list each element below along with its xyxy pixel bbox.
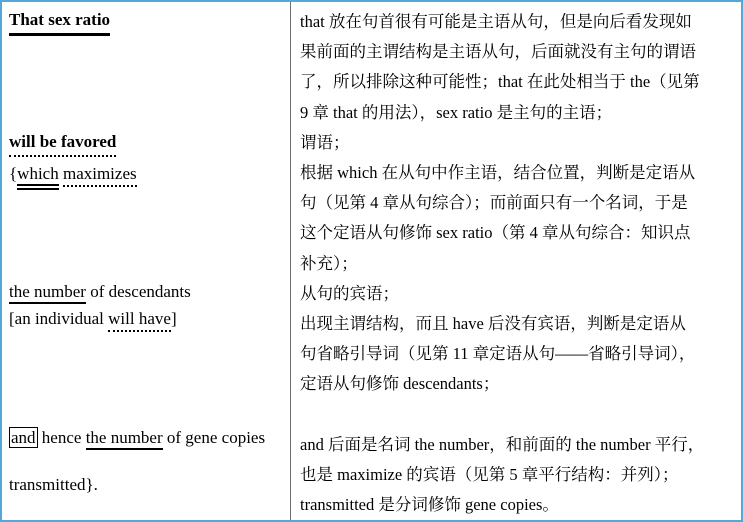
analysis-line-blank [300, 399, 735, 429]
sentence-fragment-subject [9, 9, 110, 31]
fragment-text: the number [86, 428, 163, 450]
analysis-line-10: 从句的宾语； [300, 283, 399, 303]
analysis-line-8: 这个定语从句修饰 sex ratio（第 4 章从句综合：知识点 [300, 223, 691, 243]
analysis-line-6: 根据 which 在从句中作主语，结合位置，判断是定语从 [300, 162, 696, 182]
analysis-line-16: transmitted 是分词修饰 gene copies。 [300, 495, 559, 514]
analysis-line-1: that 放在句首很有可能是主语从句，但是向后看发现如 [300, 12, 692, 31]
analysis-line-7: 句（见第 4 章从句综合）；而前面只有一个名词，于是 [300, 193, 688, 213]
fragment-text: maximizes [63, 164, 137, 187]
fragment-text: ] [170, 309, 177, 328]
sentence-fragment-predicate [9, 131, 116, 153]
analysis-line-13: 定语从句修饰 descendants； [300, 374, 500, 394]
analysis-line-9: 补充）； [300, 253, 358, 273]
analysis-line-4: 9 章 that 的用法），sex ratio 是主句的主语； [300, 102, 613, 122]
fragment-text: { [9, 164, 18, 183]
sentence-fragment-reduced-clause [9, 308, 177, 330]
fragment-text: hence [37, 428, 86, 447]
analysis-line-14: and 后面是名词 the number，和前面的 the number 平行， [300, 434, 705, 454]
sentence-fragment-object-descendants [9, 281, 191, 303]
analysis-line-5: 谓语； [300, 132, 350, 152]
fragment-text: will be favored [9, 132, 116, 157]
sentence-fragment-object-gene-copies [9, 427, 265, 449]
fragment-text: of descendants [85, 282, 191, 301]
fragment-text: transmitted}. [9, 475, 98, 494]
analysis-line-12: 句省略引导词（见第 11 章定语从句——省略引导词）， [300, 344, 696, 364]
fragment-text: That sex ratio [9, 10, 110, 36]
sentence-column [2, 2, 290, 520]
analysis-line-11: 出现主谓结构，而且 have 后没有宾语，判断是定语从 [300, 313, 686, 333]
analysis-column [290, 2, 741, 520]
sentence-fragment-which-clause [9, 163, 137, 185]
fragment-text: of gene copies [162, 428, 266, 447]
fragment-text: [an individual [9, 309, 109, 328]
sentence-fragment-transmitted [9, 474, 98, 496]
analysis-line-2: 果前面的主谓结构是主语从句，后面就没有主句的谓语 [300, 42, 696, 62]
analysis-line-3: 了，所以排除这种可能性；that 在此处相当于 the（见第 [300, 72, 700, 92]
fragment-text: the number [9, 282, 86, 304]
fragment-text: which [17, 164, 59, 190]
fragment-text: and [11, 428, 36, 447]
analysis-line-15: 也是 maximize 的宾语（见第 5 章平行结构：并列）； [300, 464, 679, 484]
fragment-text: will have [108, 309, 171, 332]
